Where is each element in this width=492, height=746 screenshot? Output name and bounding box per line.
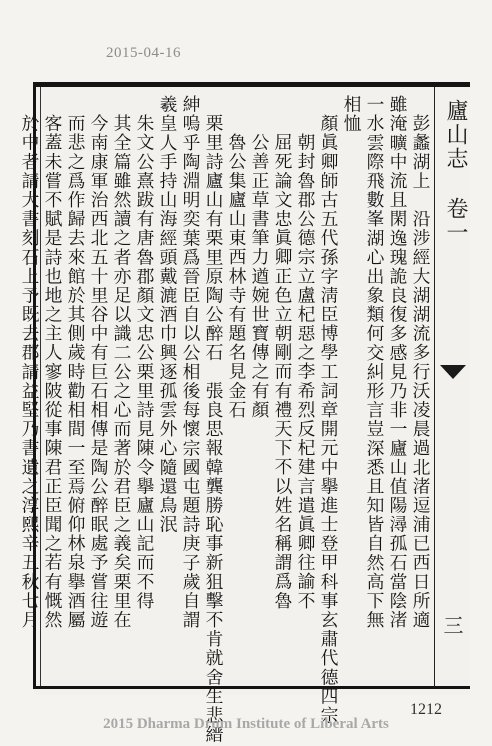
frame-rule-top — [33, 82, 470, 87]
column-text: 顏眞卿師古五代孫字淸臣博學工詞章開元中擧進士登甲科事玄肅代德四宗 — [318, 114, 339, 725]
text-column — [363, 95, 386, 683]
text-column — [271, 95, 294, 683]
leaf-number: 三 — [440, 615, 464, 635]
watermark: 2015 Dharma Drum Institute of Liberal Arts — [103, 716, 389, 732]
book-title: 廬山志 — [443, 99, 468, 171]
text-column — [386, 95, 409, 683]
column-text: 相恤 — [341, 95, 362, 134]
volume-label: 卷一 — [443, 197, 468, 245]
text-column — [110, 95, 133, 683]
text-column — [179, 95, 202, 683]
column-text: 紳嗚乎陶淵明奕葉爲晉臣自以公相後每懷宗國屯題詩庚子歲自謂 — [180, 95, 201, 630]
text-column — [340, 95, 363, 683]
text-column — [248, 95, 271, 683]
column-text: 今南康軍治西北五十里谷中有巨石相傳是陶公醉眠處予嘗往遊 — [88, 114, 109, 630]
column-text: 雖淹曠中流且閑逸瑰詭良復多感見乃非一廬山值陽潯孤石當陰渚 — [387, 95, 408, 630]
column-text: 栗里詩廬山有栗里原陶公醉石 張良思報韓龔勝恥事新狙擊不肯就舍生悲縉 — [203, 114, 224, 744]
column-text: 一水雲際飛數峯湖心出象類何交糾形言豈深悉且知皆自然高下無 — [364, 95, 385, 630]
column-text: 朝封魯郡公德宗立盧杞惡之李希烈反杞建言遣眞卿往諭不 — [295, 133, 316, 611]
fish-tail-mark — [440, 365, 466, 379]
banner-title — [435, 99, 471, 245]
page-number: 1212 — [410, 701, 442, 718]
text-column — [409, 95, 432, 683]
text-column — [156, 95, 179, 683]
column-text: 而悲之爲作歸去來館於其側歲時勸相間一至焉俯仰林泉擧酒屬 — [65, 114, 86, 630]
column-text: 朱文公熹跋有唐魯郡顏文忠公栗里詩見陳令擧廬山記而不得 — [134, 114, 155, 611]
column-text: 屈死論文忠眞卿正色立朝剛而有禮天下不以姓名稱謂爲魯 — [272, 133, 293, 611]
center-banner — [434, 87, 471, 687]
text-column — [87, 95, 110, 683]
column-text: 公善正草書筆力遒婉世寶傳之有顏 — [249, 133, 270, 420]
column-text: 客蓋未嘗不賦是詩也地之主人寥陂從事陳君正臣聞之若有慨然 — [42, 114, 63, 630]
column-text: 魯公集廬山東西林寺有題名見金石 — [226, 133, 247, 420]
column-text: 彭蠡湖上 沿涉經大湖湖流多行沃凌晨過北渚逗浦已西日所適 — [410, 114, 431, 630]
text-column — [133, 95, 156, 683]
column-text: 羲皇人手持山海經頭戴漉酒巾興逐孤雲外心隨還鳥泯 — [157, 95, 178, 535]
column-text: 於中者請大書刻石上予既去郡請益堅乃書遺之淳熙辛丑秋七月 — [19, 114, 40, 630]
text-column — [225, 95, 248, 683]
frame-rule-bottom — [33, 686, 470, 689]
text-column — [202, 95, 225, 744]
date-stamp: 2015-04-16 — [106, 45, 181, 61]
text-column — [18, 95, 41, 683]
text-column — [41, 95, 64, 683]
text-column — [294, 95, 317, 683]
column-text: 其全篇雖然讀之者亦足以識二公之心而著於君臣之義矣栗里在 — [111, 114, 132, 630]
text-column — [64, 95, 87, 683]
text-column — [317, 95, 340, 725]
